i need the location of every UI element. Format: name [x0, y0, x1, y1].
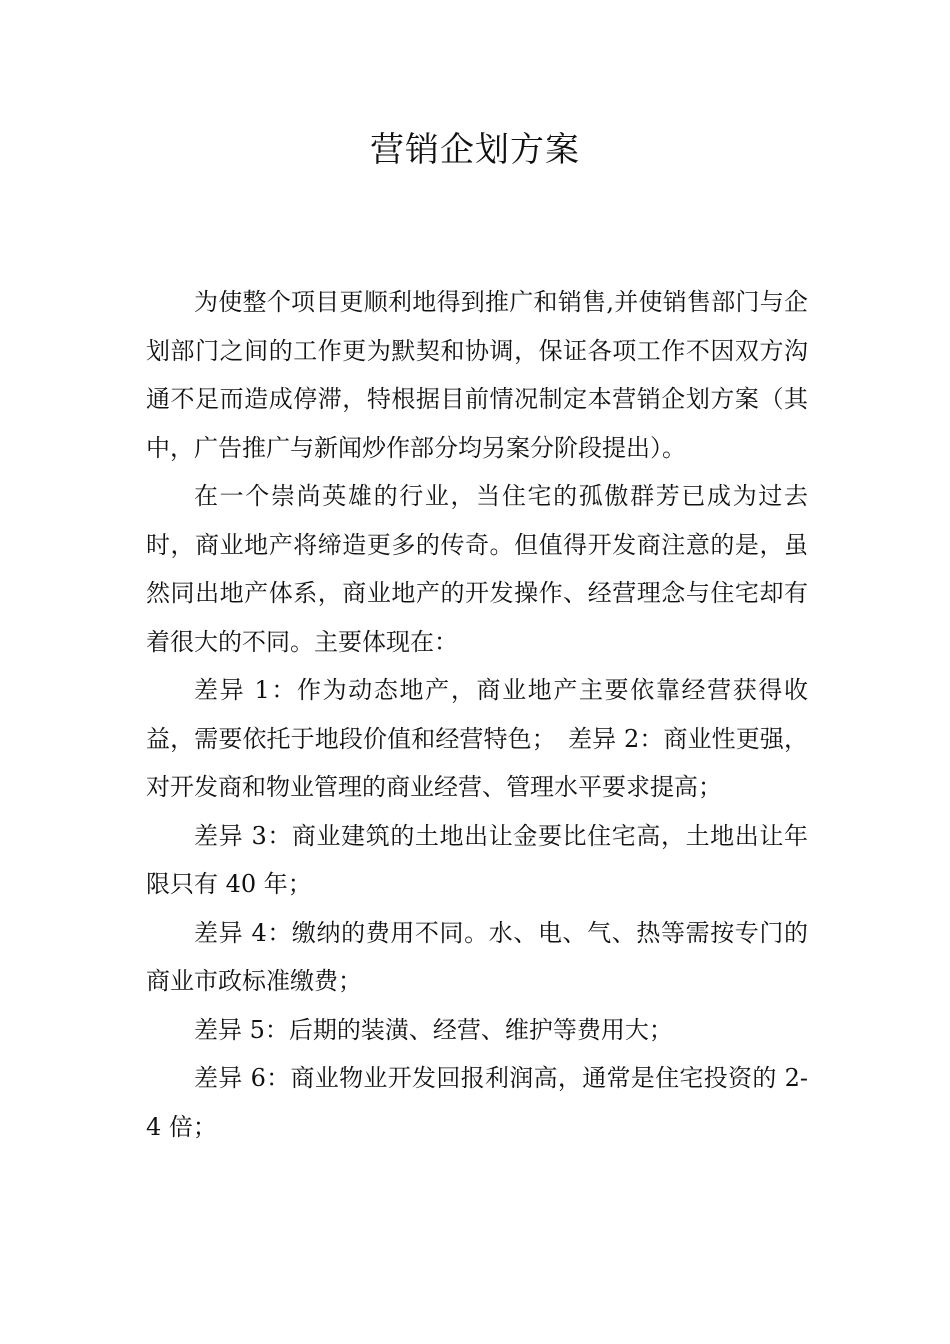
paragraph-intro: 为使整个项目更顺利地得到推广和销售,并使销售部门与企划部门之间的工作更为默契和协调，保证各项工作不因双方沟通不足而造成停滞，特根据目前情况制定本营销企划方案（其中，广告推广与新闻炒作部分均另案分阶段提出）。	[146, 288, 808, 462]
paragraph-difference-6: 差异 6：商业物业开发回报利润高，通常是住宅投资的 2-4 倍；	[146, 1064, 808, 1141]
paragraph-difference-1-2: 差异 1：作为动态地产，商业地产主要依靠经营获得收益，需要依托于地段价值和经营特色； 差异 2：商业性更强，对开发商和物业管理的商业经营、管理水平要求提高；	[146, 676, 808, 801]
paragraph-difference-5: 差异 5：后期的装潢、经营、维护等费用大；	[194, 1015, 673, 1044]
document-body	[146, 278, 808, 1151]
paragraph-commercial-realty: 在一个崇尚英雄的行业，当住宅的孤傲群芳已成为过去时，商业地产将缔造更多的传奇。但值得开发商注意的是，虽然同出地产体系，商业地产的开发操作、经营理念与住宅却有着很大的不同。主要体现在：	[146, 482, 808, 656]
paragraph-difference-4: 差异 4：缴纳的费用不同。水、电、气、热等需按专门的商业市政标准缴费；	[146, 918, 808, 995]
document-title: 营销企划方案	[370, 130, 580, 170]
paragraph-difference-3: 差异 3：商业建筑的土地出让金要比住宅高，土地出让年限只有 40 年；	[146, 821, 808, 898]
